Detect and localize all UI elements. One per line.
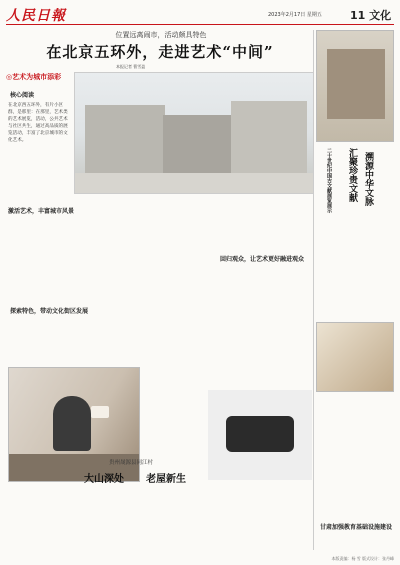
craft-photo-right [316, 322, 394, 392]
lead-subhead-3: 探索特色，带动文化街区发展 [10, 308, 89, 315]
masthead [6, 5, 394, 23]
mountain-title: 大山深处 [84, 474, 124, 485]
museum-building-photo [74, 72, 314, 194]
ink-title: 老屋新生 [146, 474, 186, 485]
plaza-ground [75, 173, 314, 194]
desk-lamp [91, 406, 109, 418]
lead-subhead-1: 激活艺术，丰富城市风景 [8, 208, 75, 215]
building-shape [85, 105, 165, 173]
page-section: 11 文化 [350, 9, 392, 22]
mountain-kicker: 贵州晟源县同江村 [108, 460, 153, 466]
craftsman-figure [53, 396, 91, 451]
section-label: ◎艺术为城市添彩 [6, 73, 62, 81]
right-column [316, 30, 396, 560]
right-side-kicker: 二十世纪中国古文献展览展示 [326, 148, 332, 213]
column-divider [313, 30, 314, 550]
archive-photo [316, 30, 394, 142]
issue-date: 2023年2月17日 星期五 [268, 12, 322, 18]
core-read-title: 核心阅读 [10, 92, 35, 99]
lead-byline: 本报记者 曹雪盈 [116, 64, 146, 69]
lead-summary: 在北京西五环外，有片小区群，是那里：在那里，艺术类的艺术展览，活动，公共艺术与社区共生，通过高品质的展览活动，丰富了北京城市的文化艺术。 [8, 103, 68, 143]
lead-kicker: 位置远离闹市，活动颇具特色 [115, 31, 207, 39]
right-vertical-title-2: 溯源中华文脉 [363, 152, 373, 206]
left-content [6, 30, 314, 560]
masthead-rule [6, 24, 394, 25]
building-shape [231, 101, 307, 173]
lead-subhead-2: 回归观众，让艺术更好融进观众 [220, 256, 305, 263]
inkstone-shape [226, 416, 294, 452]
building-shape [163, 115, 233, 173]
archive-shelf [327, 49, 385, 119]
lead-headline: 在北京五环外，走进艺术“中间” [46, 43, 274, 61]
inkstone-photo [208, 390, 312, 480]
right-bottom-title: 甘肃加强教育基础设施建设 [319, 524, 392, 531]
right-vertical-title-1: 汇聚珍贵文献 [347, 148, 357, 202]
page-footer: 本版责编：杨 雪 版式设计：张丹峰 [331, 556, 394, 561]
newspaper-logo: 人民日報 [6, 8, 66, 24]
